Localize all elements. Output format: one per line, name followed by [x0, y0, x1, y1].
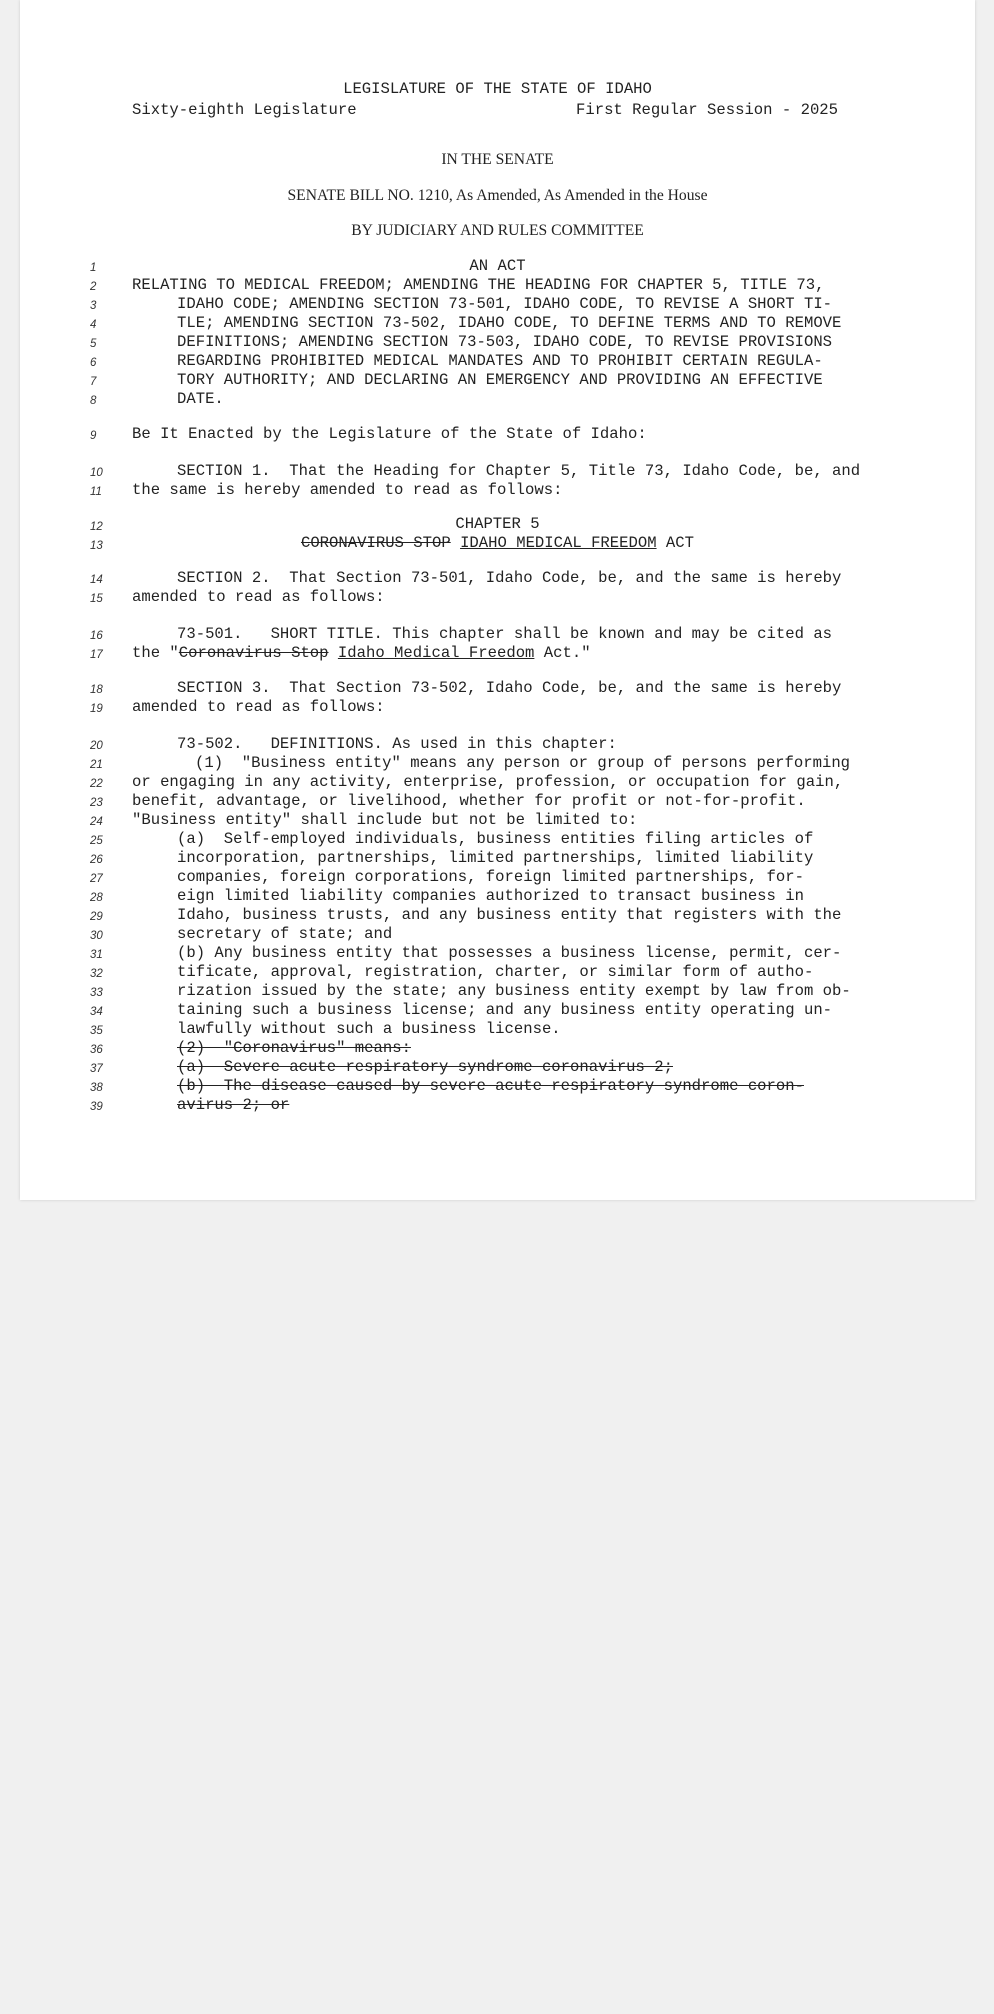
enacting-clause: Be It Enacted by the Legislature of the State of Idaho: [132, 425, 647, 443]
definitions-line: (b) Any business entity that possesses a business license, permit, cer- [177, 944, 842, 962]
definitions-line: (a) Self-employed individuals, business entities filing articles of [177, 830, 814, 848]
chamber: IN THE SENATE [441, 151, 554, 168]
line-number: 37 [90, 1063, 103, 1075]
line-number: 38 [90, 1082, 103, 1094]
line-number: 12 [90, 521, 103, 533]
line-number: 21 [90, 759, 103, 771]
definitions-line: incorporation, partnerships, limited partnerships, limited liability [177, 849, 814, 867]
line-number: 35 [90, 1025, 103, 1037]
struck-text: Coronavirus Stop [178, 644, 329, 662]
struck-text: CORONAVIRUS STOP [300, 534, 451, 552]
line-number: 33 [90, 987, 103, 999]
line-number: 32 [90, 968, 103, 980]
definitions-line: benefit, advantage, or livelihood, whether for profit or not-for-profit. [132, 792, 806, 810]
line-number: 2 [90, 281, 97, 293]
line-number: 4 [90, 319, 97, 331]
line-number: 9 [90, 430, 97, 442]
line-number: 30 [90, 930, 103, 942]
line-number: 27 [90, 873, 103, 885]
definitions-line: Idaho, business trusts, and any business entity that registers with the [177, 906, 842, 924]
title-line: DATE. [177, 390, 224, 408]
definitions-line: or engaging in any activity, enterprise, profession, or occupation for gain, [132, 773, 844, 791]
section-3-line: SECTION 3. That Section 73-502, Idaho Code, be, and the same is hereby [177, 679, 842, 697]
title-line: TLE; AMENDING SECTION 73-502, IDAHO CODE, TO DEFINE TERMS AND TO REMOVE [177, 314, 842, 332]
inserted-text: Idaho Medical Freedom [337, 644, 535, 662]
line-number: 22 [90, 778, 103, 790]
legislature-title: LEGISLATURE OF THE STATE OF IDAHO [343, 80, 652, 98]
line-number: 19 [90, 703, 103, 715]
struck-definition-line: avirus 2; or [177, 1096, 290, 1114]
section-1-line: the same is hereby amended to read as follows: [132, 481, 563, 499]
title-line: REGARDING PROHIBITED MEDICAL MANDATES AND TO PROHIBIT CERTAIN REGULA- [177, 352, 823, 370]
line-number: 26 [90, 854, 103, 866]
document-body [20, 0, 975, 2014]
document-page [20, 0, 975, 1200]
session-right: First Regular Session - 2025 [576, 101, 839, 119]
line-number: 25 [90, 835, 103, 847]
line-number: 20 [90, 740, 103, 752]
section-3-line: amended to read as follows: [132, 698, 385, 716]
title-line: DEFINITIONS; AMENDING SECTION 73-503, IDAHO CODE, TO REVISE PROVISIONS [177, 333, 833, 351]
line-number: 15 [90, 593, 103, 605]
inserted-text: IDAHO MEDICAL FREEDOM [460, 534, 657, 552]
struck-definition-line: (a) Severe acute respiratory syndrome coronavirus 2; [177, 1058, 673, 1076]
sponsor: BY JUDICIARY AND RULES COMMITTEE [351, 222, 644, 239]
definitions-line: eign limited liability companies authorized to transact business in [177, 887, 804, 905]
line-number: 11 [90, 486, 102, 498]
line-number: 8 [90, 395, 97, 407]
definitions-line: lawfully without such a business license. [177, 1020, 561, 1038]
definitions-line: companies, foreign corporations, foreign limited partnerships, for- [177, 868, 804, 886]
short-title-line: 73-501. SHORT TITLE. This chapter shall be known and may be cited as [177, 625, 833, 643]
definitions-line: rization issued by the state; any business entity exempt by law from ob- [177, 982, 851, 1000]
section-2-line: SECTION 2. That Section 73-501, Idaho Code, be, and the same is hereby [177, 569, 842, 587]
definitions-line: taining such a business license; and any business entity operating un- [177, 1001, 833, 1019]
session-left: Sixty-eighth Legislature [132, 101, 357, 119]
definitions-line: (1) "Business entity" means any person or group of persons performing [195, 754, 851, 772]
act-heading: AN ACT [469, 257, 526, 275]
line-number: 36 [90, 1044, 103, 1056]
line-number: 28 [90, 892, 103, 904]
line-number: 24 [90, 816, 103, 828]
line-number: 3 [90, 300, 97, 312]
section-1-line: SECTION 1. That the Heading for Chapter 5, Title 73, Idaho Code, be, and [177, 462, 861, 480]
struck-definition-line: (b) The disease caused by severe acute respiratory syndrome coron- [177, 1077, 804, 1095]
line-number: 10 [90, 467, 103, 479]
definitions-line: secretary of state; and [177, 925, 393, 943]
line-number: 23 [90, 797, 103, 809]
line-number: 14 [90, 574, 103, 586]
title-line: RELATING TO MEDICAL FREEDOM; AMENDING THE HEADING FOR CHAPTER 5, TITLE 73, [132, 276, 825, 294]
short-title-line [132, 644, 591, 663]
short-title-rest: Act." [534, 644, 591, 662]
line-number: 17 [90, 649, 103, 661]
line-number: 18 [90, 684, 103, 696]
chapter-title-rest: ACT [656, 534, 695, 552]
line-number: 31 [90, 949, 103, 961]
line-number: 16 [90, 630, 103, 642]
definitions-line: 73-502. DEFINITIONS. As used in this chapter: [177, 735, 617, 753]
line-number: 7 [90, 376, 97, 388]
line-number: 13 [90, 540, 103, 552]
line-number: 39 [90, 1101, 103, 1113]
definitions-line: tificate, approval, registration, charter, or similar form of autho- [177, 963, 814, 981]
line-number: 1 [90, 262, 97, 274]
definitions-line: "Business entity" shall include but not be limited to: [132, 811, 638, 829]
title-line: IDAHO CODE; AMENDING SECTION 73-501, IDAHO CODE, TO REVISE A SHORT TI- [177, 295, 833, 313]
chapter-title [20, 534, 975, 553]
line-number: 34 [90, 1006, 103, 1018]
struck-definition-line: (2) "Coronavirus" means: [177, 1039, 411, 1057]
section-2-line: amended to read as follows: [132, 588, 385, 606]
chapter-heading: CHAPTER 5 [455, 515, 540, 533]
line-number: 29 [90, 911, 103, 923]
title-line: TORY AUTHORITY; AND DECLARING AN EMERGENCY AND PROVIDING AN EFFECTIVE [177, 371, 823, 389]
bill-title: SENATE BILL NO. 1210, As Amended, As Amended in the House [287, 187, 708, 204]
short-title-pre: the " [132, 644, 179, 662]
line-number: 6 [90, 357, 97, 369]
line-number: 5 [90, 338, 97, 350]
